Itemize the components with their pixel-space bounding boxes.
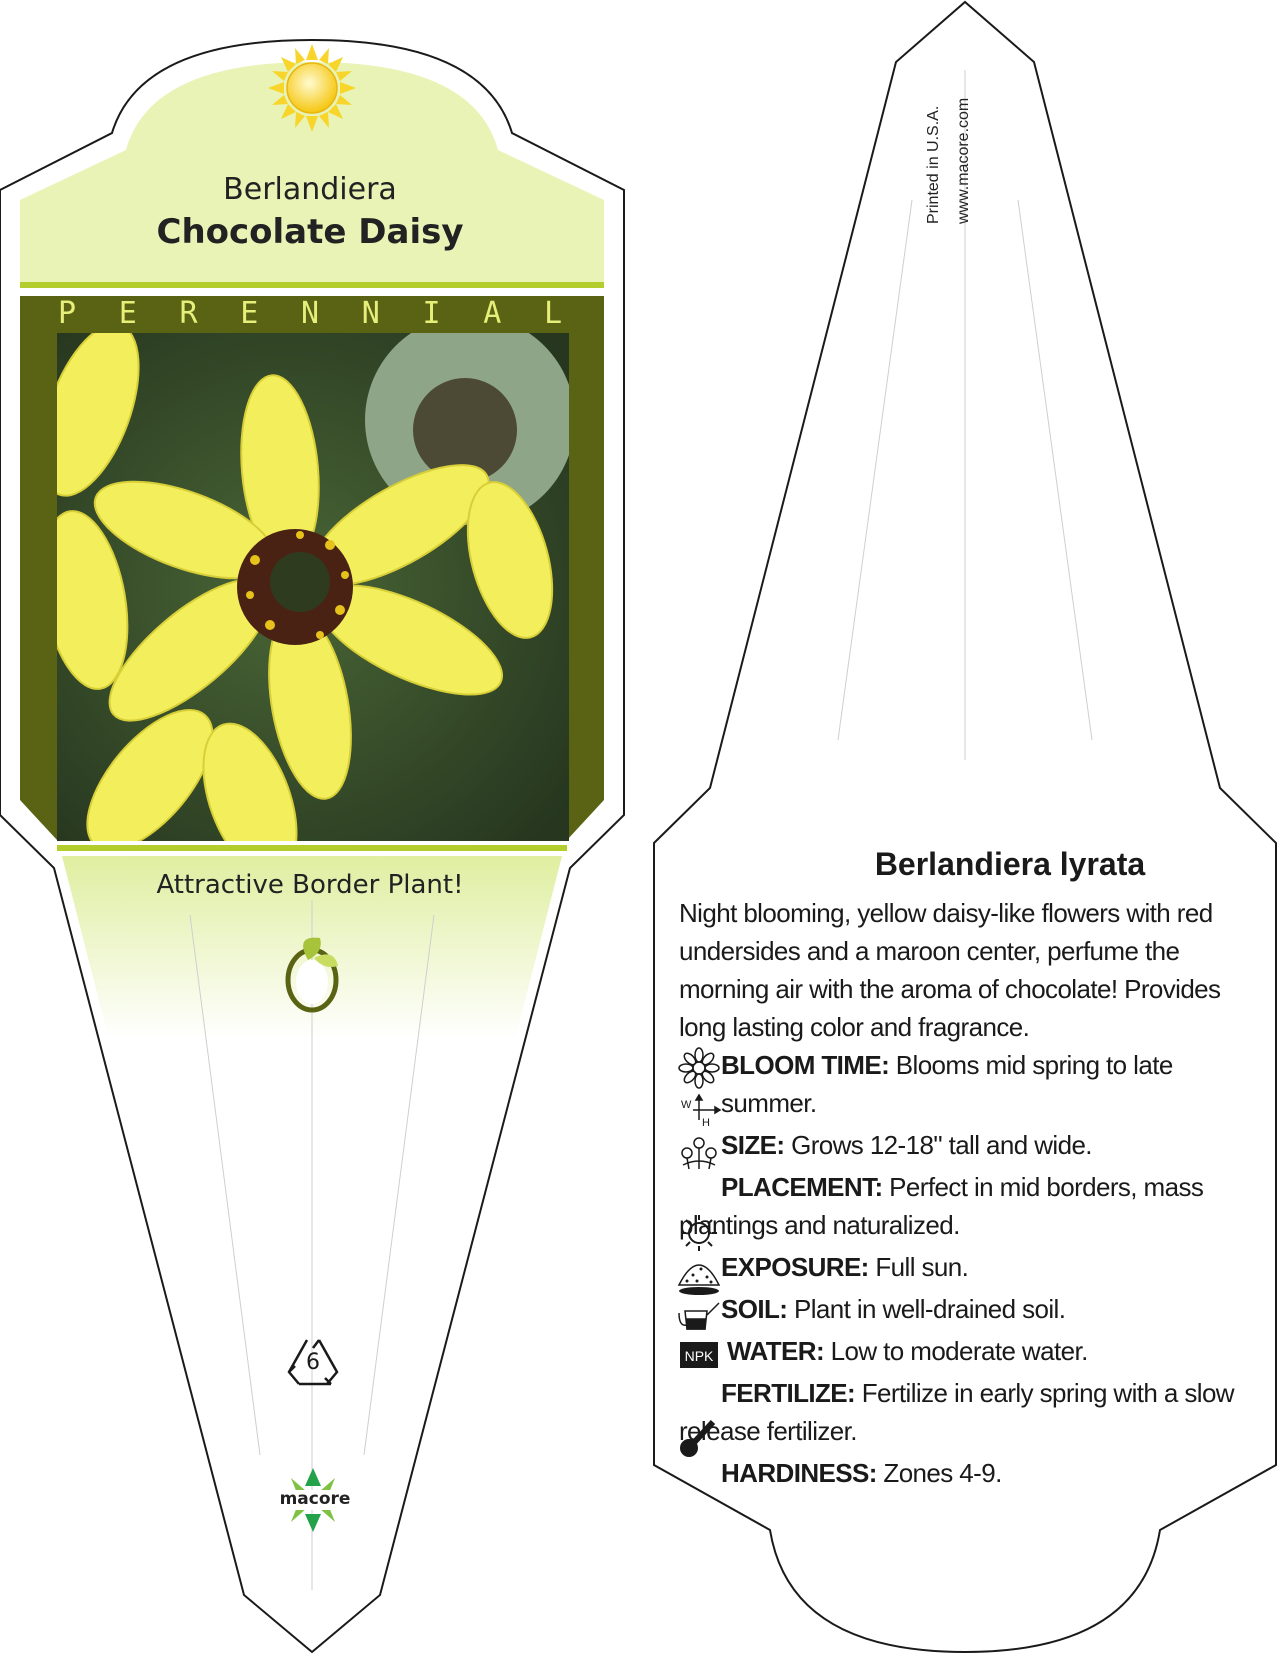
category-letter: N	[361, 296, 380, 331]
attr-placement	[679, 1168, 1259, 1244]
genus-name: Berlandiera	[223, 172, 397, 207]
attr-fertilize	[679, 1374, 1259, 1450]
attr-label: WATER:	[727, 1336, 825, 1366]
attr-label: PLACEMENT:	[721, 1172, 883, 1202]
attr-label: FERTILIZE:	[721, 1378, 856, 1408]
flower-photo	[22, 312, 575, 889]
printed-in-text: Printed in U.S.A.	[925, 105, 942, 224]
attr-hardiness	[679, 1454, 1259, 1492]
tagline: Attractive Border Plant!	[156, 870, 464, 900]
category-letter: A	[483, 296, 502, 331]
attr-text: Perfect in mid borders, mass plantings and naturalized.	[679, 1172, 1204, 1240]
attr-size	[679, 1126, 1259, 1164]
scientific-name: Berlandiera lyrata	[874, 846, 1146, 882]
sun-icon	[268, 44, 356, 132]
attr-water	[679, 1332, 1259, 1370]
category-letter: E	[240, 296, 259, 331]
attr-text: Zones 4-9.	[876, 1458, 1002, 1488]
attr-label: EXPOSURE:	[721, 1252, 869, 1282]
care-attributes	[679, 1046, 1259, 1496]
attr-bloom-time	[679, 1046, 1259, 1122]
plant-description: Night blooming, yellow daisy-like flowers with red undersides and a maroon center, perfume the morning air with the aroma of chocolate! Provides long lasting color and fragrance.	[679, 898, 1221, 1042]
svg-text:H: H	[702, 1117, 710, 1129]
category-letter: P	[57, 296, 77, 331]
svg-text:W: W	[681, 1099, 692, 1111]
attr-soil	[679, 1290, 1259, 1328]
npk-label: NPK	[684, 1348, 714, 1364]
attr-text: Blooms mid spring to late summer.	[721, 1050, 1173, 1118]
category-letter: N	[300, 296, 320, 331]
category-letter: E	[118, 296, 137, 331]
category-letter: L	[543, 296, 563, 331]
attr-label: HARDINESS:	[721, 1458, 877, 1488]
header-underline	[20, 282, 604, 288]
attr-label: SOIL:	[721, 1294, 788, 1324]
brand-name: macore	[279, 1489, 351, 1509]
website-text: www.macore.com	[955, 97, 972, 224]
attr-text: Fertilize in early spring with a slow release fertilizer.	[679, 1378, 1234, 1446]
attr-label: SIZE:	[721, 1130, 785, 1160]
attr-text: Low to moderate water.	[824, 1336, 1088, 1366]
category-label	[40, 296, 580, 331]
attr-label: BLOOM TIME:	[721, 1050, 890, 1080]
category-letter: I	[422, 296, 441, 331]
common-name: Chocolate Daisy	[156, 212, 464, 252]
accent-bar	[57, 845, 567, 851]
attr-text: Plant in well-drained soil.	[787, 1294, 1066, 1324]
recycle-number: 6	[306, 1350, 320, 1375]
category-letter: R	[179, 296, 198, 331]
attr-text: Grows 12-18" tall and wide.	[784, 1130, 1092, 1160]
attr-text: Full sun.	[868, 1252, 969, 1282]
attr-exposure	[679, 1248, 1259, 1286]
